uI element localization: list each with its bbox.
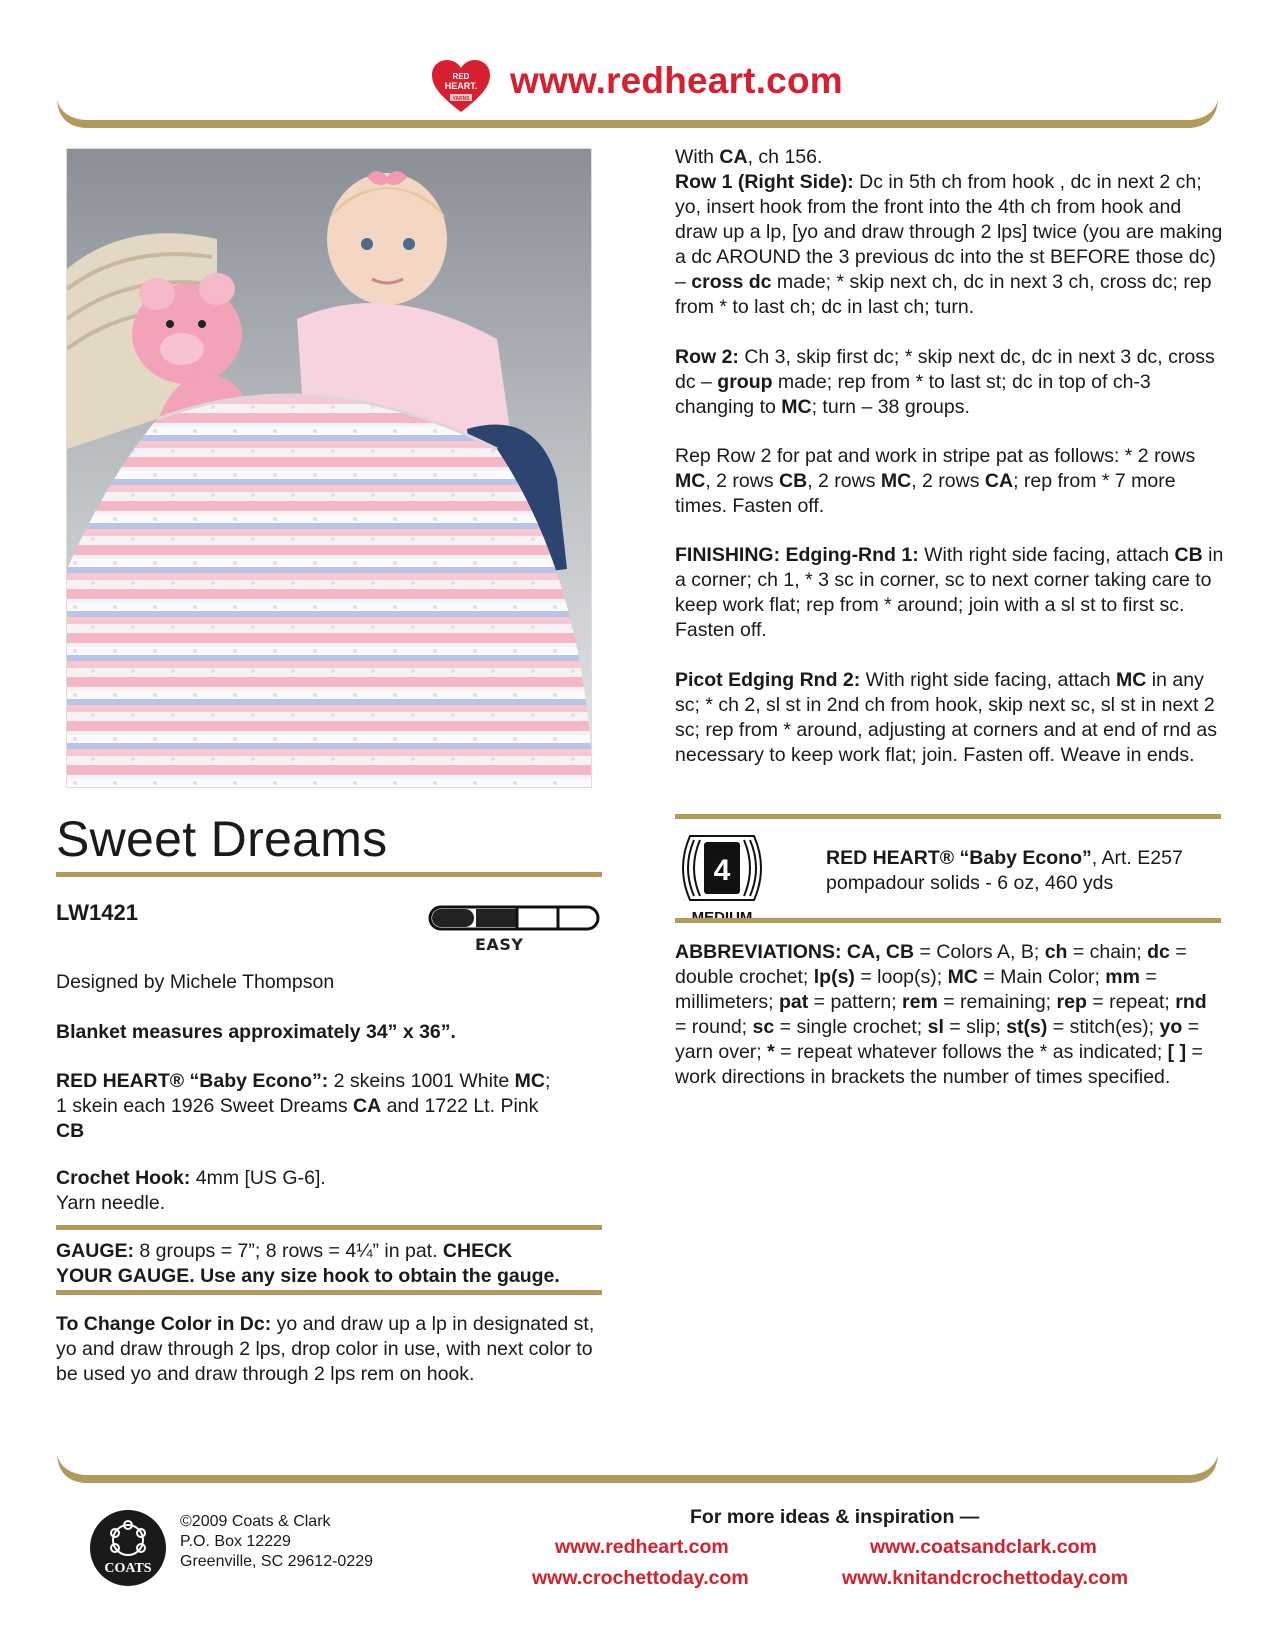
skill-level-label: EASY (475, 935, 524, 954)
abbreviations: ABBREVIATIONS: CA, CB = Colors A, B; ch = chain; dc = double crochet; lp(s) = loop(s); MC = Main Color; mm = millimeters; pat = pattern; rem = remaining; rep = repeat; rnd = round; sc = single crochet; sl = slip; st(s) = stitch(es); yo = yarn over; * = repeat whatever follows the * as indicated; [ ] = work directions in brackets the number of times specified. (675, 941, 1207, 1088)
yarn-bottom-rule (675, 918, 1221, 923)
logo-text-red: RED (452, 72, 470, 81)
footer-link-crochettoday[interactable]: www.crochettoday.com (532, 1567, 749, 1589)
blanket-photo (66, 148, 592, 788)
start-instruction: With CA, ch 156. (675, 146, 823, 168)
yarn-requirements: RED HEART® “Baby Econo”: 2 skeins 1001 White MC; 1 skein each 1926 Sweet Dreams CA and 1722 Lt. Pink CB (56, 1070, 551, 1142)
header-site-url[interactable]: www.redheart.com (510, 60, 843, 101)
finishing-instruction: FINISHING: Edging-Rnd 1: With right side facing, attach CB in a corner; ch 1, * 3 sc in corner, sc to next corner taking care to keep work flat; rep from * around; join with a sl st to first sc. Fasten off. (675, 544, 1224, 641)
coats-logo-text: COATS (104, 1561, 152, 1576)
pattern-title: Sweet Dreams (56, 811, 388, 867)
pattern-code: LW1421 (56, 900, 138, 925)
footer-link-redheart[interactable]: www.redheart.com (555, 1536, 729, 1558)
row-2-instruction: Row 2: Ch 3, skip first dc; * skip next dc, dc in next 3 dc, cross dc – group made; rep from * to last st; dc in top of ch-3 changing to MC; turn – 38 groups. (675, 346, 1215, 418)
yarn-weight-number: 4 (713, 854, 731, 887)
footer-copyright: ©2009 Coats & Clark (180, 1513, 331, 1530)
gauge-info: GAUGE: 8 groups = 7”; 8 rows = 4¼” in pat. CHECK YOUR GAUGE. Use any size hook to obtain the gauge. (56, 1240, 560, 1287)
yarn-top-rule (675, 814, 1221, 819)
stripe-pattern: Rep Row 2 for pat and work in stripe pat as follows: * 2 rows MC, 2 rows CB, 2 rows MC, 2 rows CA; rep from * 7 more times. Fasten off. (675, 445, 1196, 517)
row-1-instruction: Row 1 (Right Side): Dc in 5th ch from hook , dc in next 2 ch; yo, insert hook from the front into the 4th ch from hook and draw up a lp, [yo and draw through 2 lps] twice (you are making a dc AROUND the 3 previous dc into the st BEFORE those dc) – cross dc made; * skip next ch, dc in next 3 ch, cross dc; rep from * to last ch; dc in last ch; turn. (675, 171, 1223, 318)
gauge-top-rule (56, 1225, 602, 1230)
footer-link-coatsandclark[interactable]: www.coatsandclark.com (870, 1536, 1097, 1558)
hook-info: Crochet Hook: 4mm [US G-6]. Yarn needle. (56, 1167, 326, 1214)
footer-ideas-heading: For more ideas & inspiration — (690, 1506, 980, 1528)
change-color-info: To Change Color in Dc: yo and draw up a lp in designated st, yo and draw through 2 lps, drop color in use, with next color to be used yo and draw through 2 lps rem on hook. (56, 1313, 595, 1385)
footer-city: Greenville, SC 29612-0229 (180, 1553, 374, 1570)
designer: Designed by Michele Thompson (56, 971, 335, 993)
gauge-bottom-rule (56, 1290, 602, 1295)
coats-logo (88, 1508, 168, 1588)
yarn-weight-icon (676, 832, 768, 928)
footer-link-knitandcrochettoday[interactable]: www.knitandcrochettoday.com (842, 1567, 1129, 1589)
title-rule (56, 872, 602, 877)
yarn-info: RED HEART® “Baby Econo”, Art. E257 pompadour solids - 6 oz, 460 yds (826, 847, 1183, 894)
footer-address (180, 1512, 373, 1572)
picot-instruction: Picot Edging Rnd 2: With right side facing, attach MC in any sc; * ch 2, sl st in 2nd ch from hook, skip next sc, sl st in next 2 sc; rep from * around, adjusting at corners and at end of rnd as necessary to keep work flat; join. Fasten off. Weave in ends. (675, 669, 1217, 766)
logo-text-yarns: YARNS (452, 96, 470, 102)
footer-divider (55, 1455, 1220, 1489)
header-divider (55, 100, 1220, 134)
footer-po-box: P.O. Box 12229 (180, 1533, 291, 1550)
logo-text-heart: HEART. (444, 81, 478, 91)
measurements: Blanket measures approximately 34” x 36”. (56, 1021, 456, 1043)
